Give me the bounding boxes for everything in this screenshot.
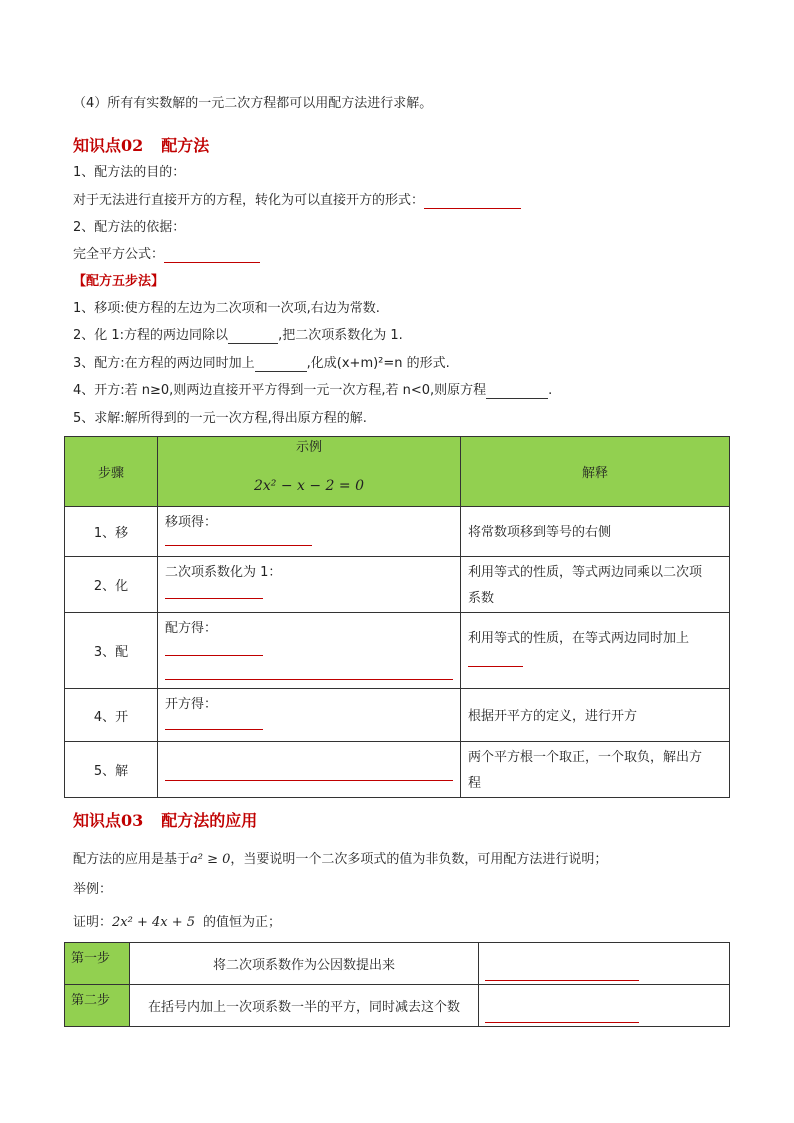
application-text-b: ，当要说明一个二次多项式的值为非负数，可用配方法进行说明；	[230, 852, 608, 867]
step-2-blank	[228, 331, 278, 344]
application-formula: a² ≥ 0	[190, 852, 231, 867]
proof-line	[73, 915, 281, 931]
step-5-text: 5、求解:解所得到的一元一次方程,得出原方程的解.	[73, 411, 367, 426]
section-02-heading	[73, 133, 209, 156]
step-3-line	[73, 356, 450, 372]
step-2-text-a: 2、化 1:方程的两边同除以	[73, 328, 229, 343]
row-1-answer-blank	[165, 545, 312, 546]
example-label: 举例：	[73, 882, 113, 897]
proof-text-b: 的值恒为正；	[203, 915, 282, 930]
purpose-line	[73, 193, 521, 209]
row-1-example-label: 移项得：	[165, 515, 218, 530]
row-2-explain-line-2: 系数	[468, 591, 495, 606]
row-2-explain-line-1: 利用等式的性质，等式两边同乘以二次项	[468, 565, 703, 580]
row-1-step: 1、移	[93, 526, 129, 541]
row-1-explain: 将常数项移到等号的右侧	[468, 525, 612, 540]
basis-line	[73, 247, 260, 263]
row-5-answer-blank	[165, 780, 453, 781]
table-row	[65, 507, 730, 557]
proof-formula: 2x² + 4x + 5	[112, 915, 196, 930]
t2-row-2-text: 在括号内加上一次项系数一半的平方，同时减去这个数	[147, 1000, 460, 1015]
section-02-number: 知识点02	[73, 136, 144, 155]
t2-row-2-blank	[485, 1022, 639, 1023]
section-02-title: 配方法	[161, 136, 210, 155]
header-example	[158, 437, 461, 507]
section-03-number: 知识点03	[73, 811, 144, 830]
row-3-step: 3、配	[93, 645, 129, 660]
row-3-example-label: 配方得：	[165, 621, 218, 636]
row-3-answer-blank-2	[165, 679, 453, 680]
row-2-example-label: 二次项系数化为 1：	[165, 565, 282, 580]
purpose-blank	[424, 196, 521, 209]
intro-line: （4）所有有实数解的一元二次方程都可以用配方法进行求解。	[73, 96, 433, 111]
step-2-line	[73, 328, 403, 344]
table-row	[65, 943, 730, 985]
row-5-step: 5、解	[93, 764, 129, 779]
purpose-text: 对于无法进行直接开方的方程，转化为可以直接开方的形式：	[73, 193, 425, 208]
header-example-label: 示例	[295, 440, 322, 455]
step-4-text-a: 4、开方:若 n≥0,则两边直接开平方得到一元一次方程,若 n<0,则原方程	[73, 383, 487, 398]
row-3-explain: 利用等式的性质，在等式两边同时加上	[468, 631, 690, 646]
application-text-a: 配方法的应用是基于	[73, 852, 191, 867]
row-2-answer-blank	[165, 598, 263, 599]
step-3-blank	[255, 359, 307, 372]
header-step-label: 步骤	[97, 465, 124, 481]
section-03-title: 配方法的应用	[161, 811, 258, 830]
table-row	[65, 557, 730, 613]
header-explain-label: 解释	[581, 465, 608, 481]
application-line	[73, 852, 607, 868]
steps-table-header	[65, 437, 730, 507]
table-row	[65, 985, 730, 1027]
row-4-explain: 根据开平方的定义，进行开方	[468, 709, 638, 724]
header-explain	[461, 437, 730, 507]
basis-text: 完全平方公式：	[73, 247, 165, 262]
t2-row-1-blank	[485, 980, 639, 981]
steps-table	[64, 436, 730, 798]
step-1-text: 1、移项:使方程的左边为二次项和一次项,右边为常数.	[73, 301, 380, 316]
row-4-answer-blank	[165, 729, 263, 730]
table-row	[65, 742, 730, 798]
basis-blank	[164, 250, 260, 263]
row-4-example-label: 开方得：	[165, 697, 218, 712]
step-3-text-b: ,化成(x+m)²=n 的形式.	[306, 356, 450, 371]
table-row	[65, 613, 730, 689]
row-2-step: 2、化	[93, 579, 129, 594]
application-steps-table	[64, 942, 730, 1027]
row-3-explain-blank	[468, 666, 523, 667]
t2-row-1-text: 将二次项系数作为公因数提出来	[212, 958, 395, 973]
step-4-text-b: .	[548, 383, 553, 398]
purpose-heading: 1、配方法的目的：	[73, 165, 186, 180]
row-5-explain-line-2: 程	[468, 776, 482, 791]
row-5-explain-line-1: 两个平方根一个取正，一个取负，解出方	[468, 750, 703, 765]
step-4-line	[73, 383, 552, 399]
proof-text-a: 证明：	[73, 915, 113, 930]
section-03-heading	[73, 808, 257, 831]
step-3-text-a: 3、配方:在方程的两边同时加上	[73, 356, 255, 371]
table-row	[65, 689, 730, 742]
step-2-text-b: ,把二次项系数化为 1.	[278, 328, 403, 343]
row-3-answer-blank-1	[165, 655, 263, 656]
basis-heading: 2、配方法的依据：	[73, 220, 186, 235]
header-step	[65, 437, 158, 507]
step-4-blank	[486, 386, 548, 399]
t2-row-2-label: 第二步	[71, 993, 111, 1008]
t2-row-1-label: 第一步	[71, 951, 111, 966]
row-4-step: 4、开	[93, 709, 129, 725]
five-steps-tag: 【配方五步法】	[73, 274, 165, 289]
header-equation: 2x² − x − 2 = 0	[253, 478, 365, 494]
